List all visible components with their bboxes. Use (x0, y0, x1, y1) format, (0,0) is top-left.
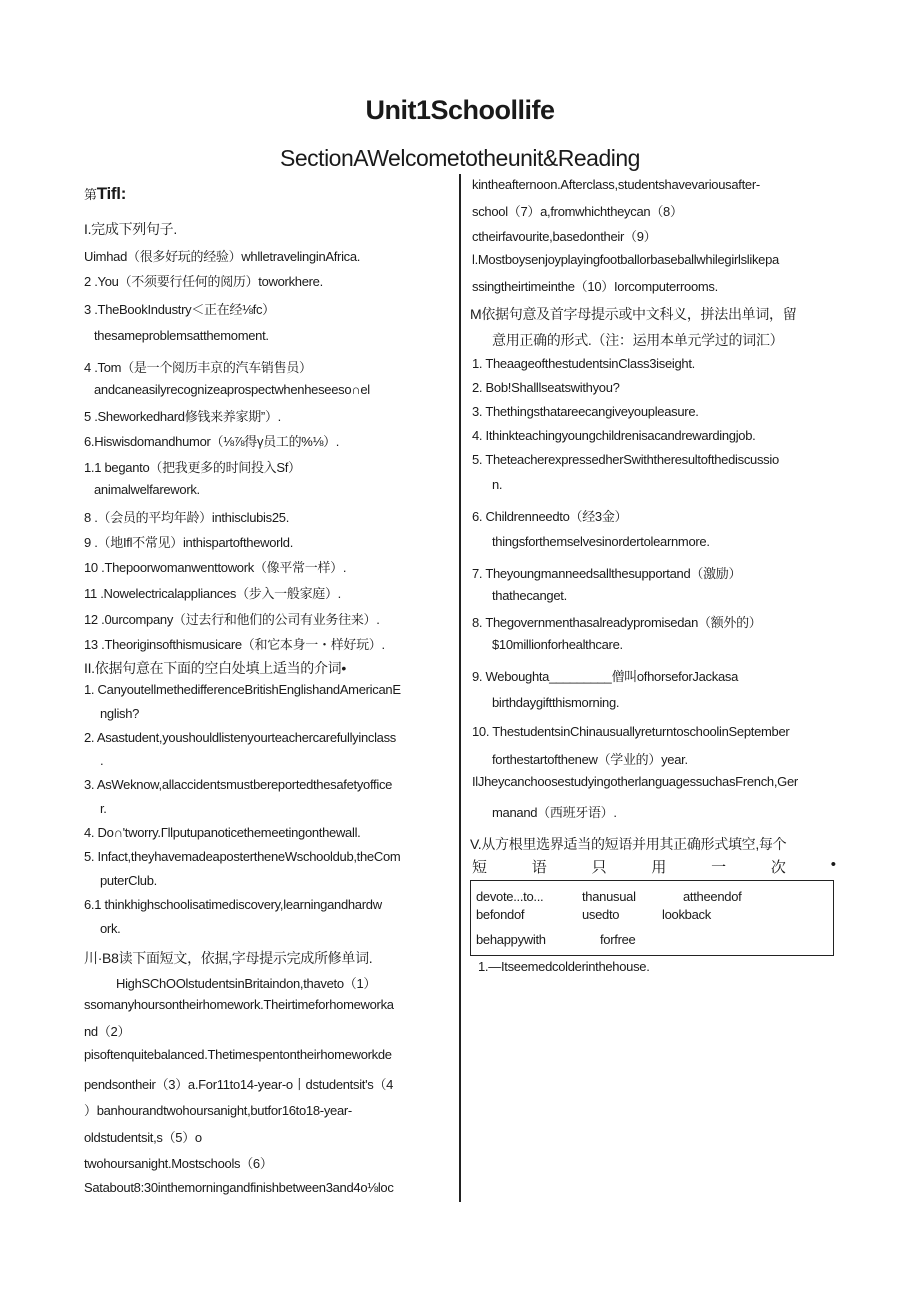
part4-line: 2. Bob!Shalllseatswithyou? (472, 380, 620, 395)
part3-line: pisoftenquitebalanced.Thetimespentontheirhomeworkde (84, 1047, 392, 1062)
part4-line: 4. Ithinkteachingyoungchildrenisacandrewardingjob. (472, 428, 756, 443)
part4-line: 1. TheaageofthestudentsinClass3iseight. (472, 356, 695, 371)
part1-line: 13 .Theoriginsofthismusicare（和它本身一・样好玩）. (84, 637, 385, 652)
part3-line: pendsontheir（3）a.For11to14-year-o丨dstudentsit's（4 (84, 1077, 394, 1092)
part5-heading-cont (472, 856, 836, 877)
part3-heading: 川·B8读下面短文，依据,字母提示完成所修单词. (84, 950, 373, 966)
part2-line: 4. Do∩'tworry.Γllputupanoticethemeetingonthewall. (84, 825, 361, 840)
part4-line: 9. Weboughta_________僧叫ofhorseforJackasa (472, 669, 739, 684)
part4-line: 3. Thethingsthatareecangiveyoupleasure. (472, 404, 699, 419)
part4-line: 8. Thegovernmenthasalreadypromisedan（额外的） (472, 615, 762, 630)
part3-cont-line: school（7）a,fromwhichtheycan（8） (472, 204, 683, 219)
phrase-item: thanusual (582, 889, 636, 904)
part1-line: 9 .（地Ifl不常见）inthispartoftheworld. (84, 535, 294, 550)
part2-line: 2. Asastudent,youshouldlistenyourteachercarefullyinclass (84, 730, 397, 745)
part3-line: ）banhourandtwohoursanight,butfor16to18-year- (84, 1103, 352, 1118)
part2-line: . (100, 753, 104, 768)
part2-line: 6.1 thinkhighschoolisatimediscovery,learningandhardw (84, 897, 382, 912)
part2-line: puterClub. (100, 873, 157, 888)
part3-line: oldstudentsit,s（5）o (84, 1130, 202, 1145)
part2-line: nglish? (100, 706, 140, 721)
part5-line: 1.—Itseemedcolderinthehouse. (478, 959, 650, 974)
part4-line: forthestartofthenew（学业的）year. (492, 752, 688, 767)
part4-line: IlJheycanchoosestudyingotherlanguagessuchasFrench,Ger (472, 774, 798, 789)
part4-line: n. (492, 477, 503, 492)
section-label-small: 第 (84, 187, 97, 202)
part4-line: 6. Childrenneedto（经3金） (472, 509, 628, 524)
part4-line: thathecanget. (492, 588, 567, 603)
part3-cont-line: kintheafternoon.Afterclass,studentshavevariousafter- (472, 177, 760, 192)
part4-line: manand（西班牙语）. (492, 805, 617, 820)
part4-line: $10millionforhealthcare. (492, 637, 623, 652)
phrase-item: behappywith (476, 932, 546, 947)
part4-line: 7. Theyoungmanneedsallthesupportand（激励） (472, 566, 742, 581)
part4-line: 5. TheteacherexpressedherSwiththeresultofthediscussio (472, 452, 779, 467)
section-label-bold: Tifl: (96, 184, 127, 203)
part1-line: andcaneasilyrecognizeaprospectwhenheseeso∩el (94, 382, 370, 397)
part1-line: 2 .You（不须要行任何的阅历）toworkhere. (84, 274, 323, 289)
part3-cont-line: l.Mostboysenjoyplayingfootballorbaseballwhilegirlslikepa (472, 252, 779, 267)
phrase-item: attheendof (683, 889, 742, 904)
part1-line: 8 .（会员的平均年龄）inthisclubis25. (84, 510, 290, 525)
part1-line: 10 .Thepoorwomanwenttowork（像平常一样）. (84, 560, 347, 575)
part1-line: 3 .TheBookIndustry＜正在经⅛fc） (84, 302, 275, 317)
page-title: Unit1Schoollife (365, 95, 555, 125)
page-subtitle: SectionAWelcometotheunit&Reading (280, 145, 640, 171)
part1-line: animalwelfarework. (94, 482, 200, 497)
part2-line: ork. (100, 921, 121, 936)
part3-line: Satabout8:30inthemorningandfinishbetween3and4o⅛loc (84, 1180, 394, 1195)
part3-cont-line: ssingtheirtimeinthe（10）Iorcomputerrooms. (472, 279, 718, 294)
part2-line: 1. CanyoutellmethedifferenceBritishEnglishandAmericanE (84, 682, 401, 697)
part1-line: 1.1 beganto（把我更多的时间投入Sf） (84, 460, 301, 475)
phrase-item: befondof (476, 907, 525, 922)
part4-line: birthdaygiftthismorning. (492, 695, 620, 710)
part4-heading-cont: 意用正确的形式.（注：运用本单元学过的词汇） (492, 332, 784, 348)
phrase-item: lookback (662, 907, 711, 922)
justified-char: • (830, 856, 836, 873)
part2-line: r. (100, 801, 107, 816)
part5-heading: V.从方根里选界适当的短语并用其正确形式填空,每个 (470, 836, 787, 852)
part1-line: Uimhad（很多好玩的经验）whlletravelinginAfrica. (84, 249, 361, 264)
part1-heading: I.完成下列句子. (84, 221, 177, 237)
justified-char: 用 (651, 859, 667, 876)
justified-char: 语 (531, 859, 547, 876)
part2-line: 5. Infact,theyhavemadeapostertheneWschooldub,theCom (84, 849, 401, 864)
part2-line: 3. AsWeknow,allaccidentsmustbereportedthesafetyoffice (84, 777, 393, 792)
phrase-box (470, 880, 834, 956)
part1-line: 5 .Sheworkedhard修钱来养家期”）. (84, 409, 281, 424)
part3-line: HighSChOOlstudentsinBritaindon,thaveto（1） (116, 976, 377, 991)
justified-char: 短 (472, 859, 488, 876)
column-divider (459, 174, 461, 1202)
part1-line: 12 .0urcompany（过去行和他们的公司有业务往来）. (84, 612, 380, 627)
justified-char: 一 (711, 859, 727, 876)
part4-heading: M依据句意及首字母提示或中文科义，拼法出单词，留 (470, 306, 797, 322)
section-label (84, 184, 126, 204)
justified-char: 只 (591, 859, 607, 876)
part1-line: thesameproblemsatthemoment. (94, 328, 269, 343)
phrase-item: usedto (582, 907, 620, 922)
part1-line: 6.Hiswisdomandhumor（⅛⅞得γ员工的%⅛）. (84, 434, 340, 449)
part3-line: ssomanyhoursontheirhomework.Theirtimeforhomeworka (84, 997, 394, 1012)
phrase-item: forfree (600, 932, 636, 947)
part4-line: thingsforthemselvesinordertolearnmore. (492, 534, 710, 549)
part2-heading: II.依据句意在下面的空白处填上适当的介词• (84, 660, 346, 676)
phrase-item: devote...to... (476, 889, 544, 904)
justified-char: 次 (770, 859, 786, 876)
part1-line: 11 .Nowelectricalappliances（步入一般家庭）. (84, 586, 341, 601)
part4-line: 10. ThestudentsinChinausuallyreturntoschoolinSeptember (472, 724, 790, 739)
part3-line: nd（2） (84, 1024, 131, 1039)
part3-line: twohoursanight.Mostschools（6） (84, 1156, 273, 1171)
part1-line: 4 .Tom（是一个阅历丰京的汽车销售员） (84, 360, 312, 375)
part3-cont-line: ctheirfavourite,basedontheir（9） (472, 229, 657, 244)
